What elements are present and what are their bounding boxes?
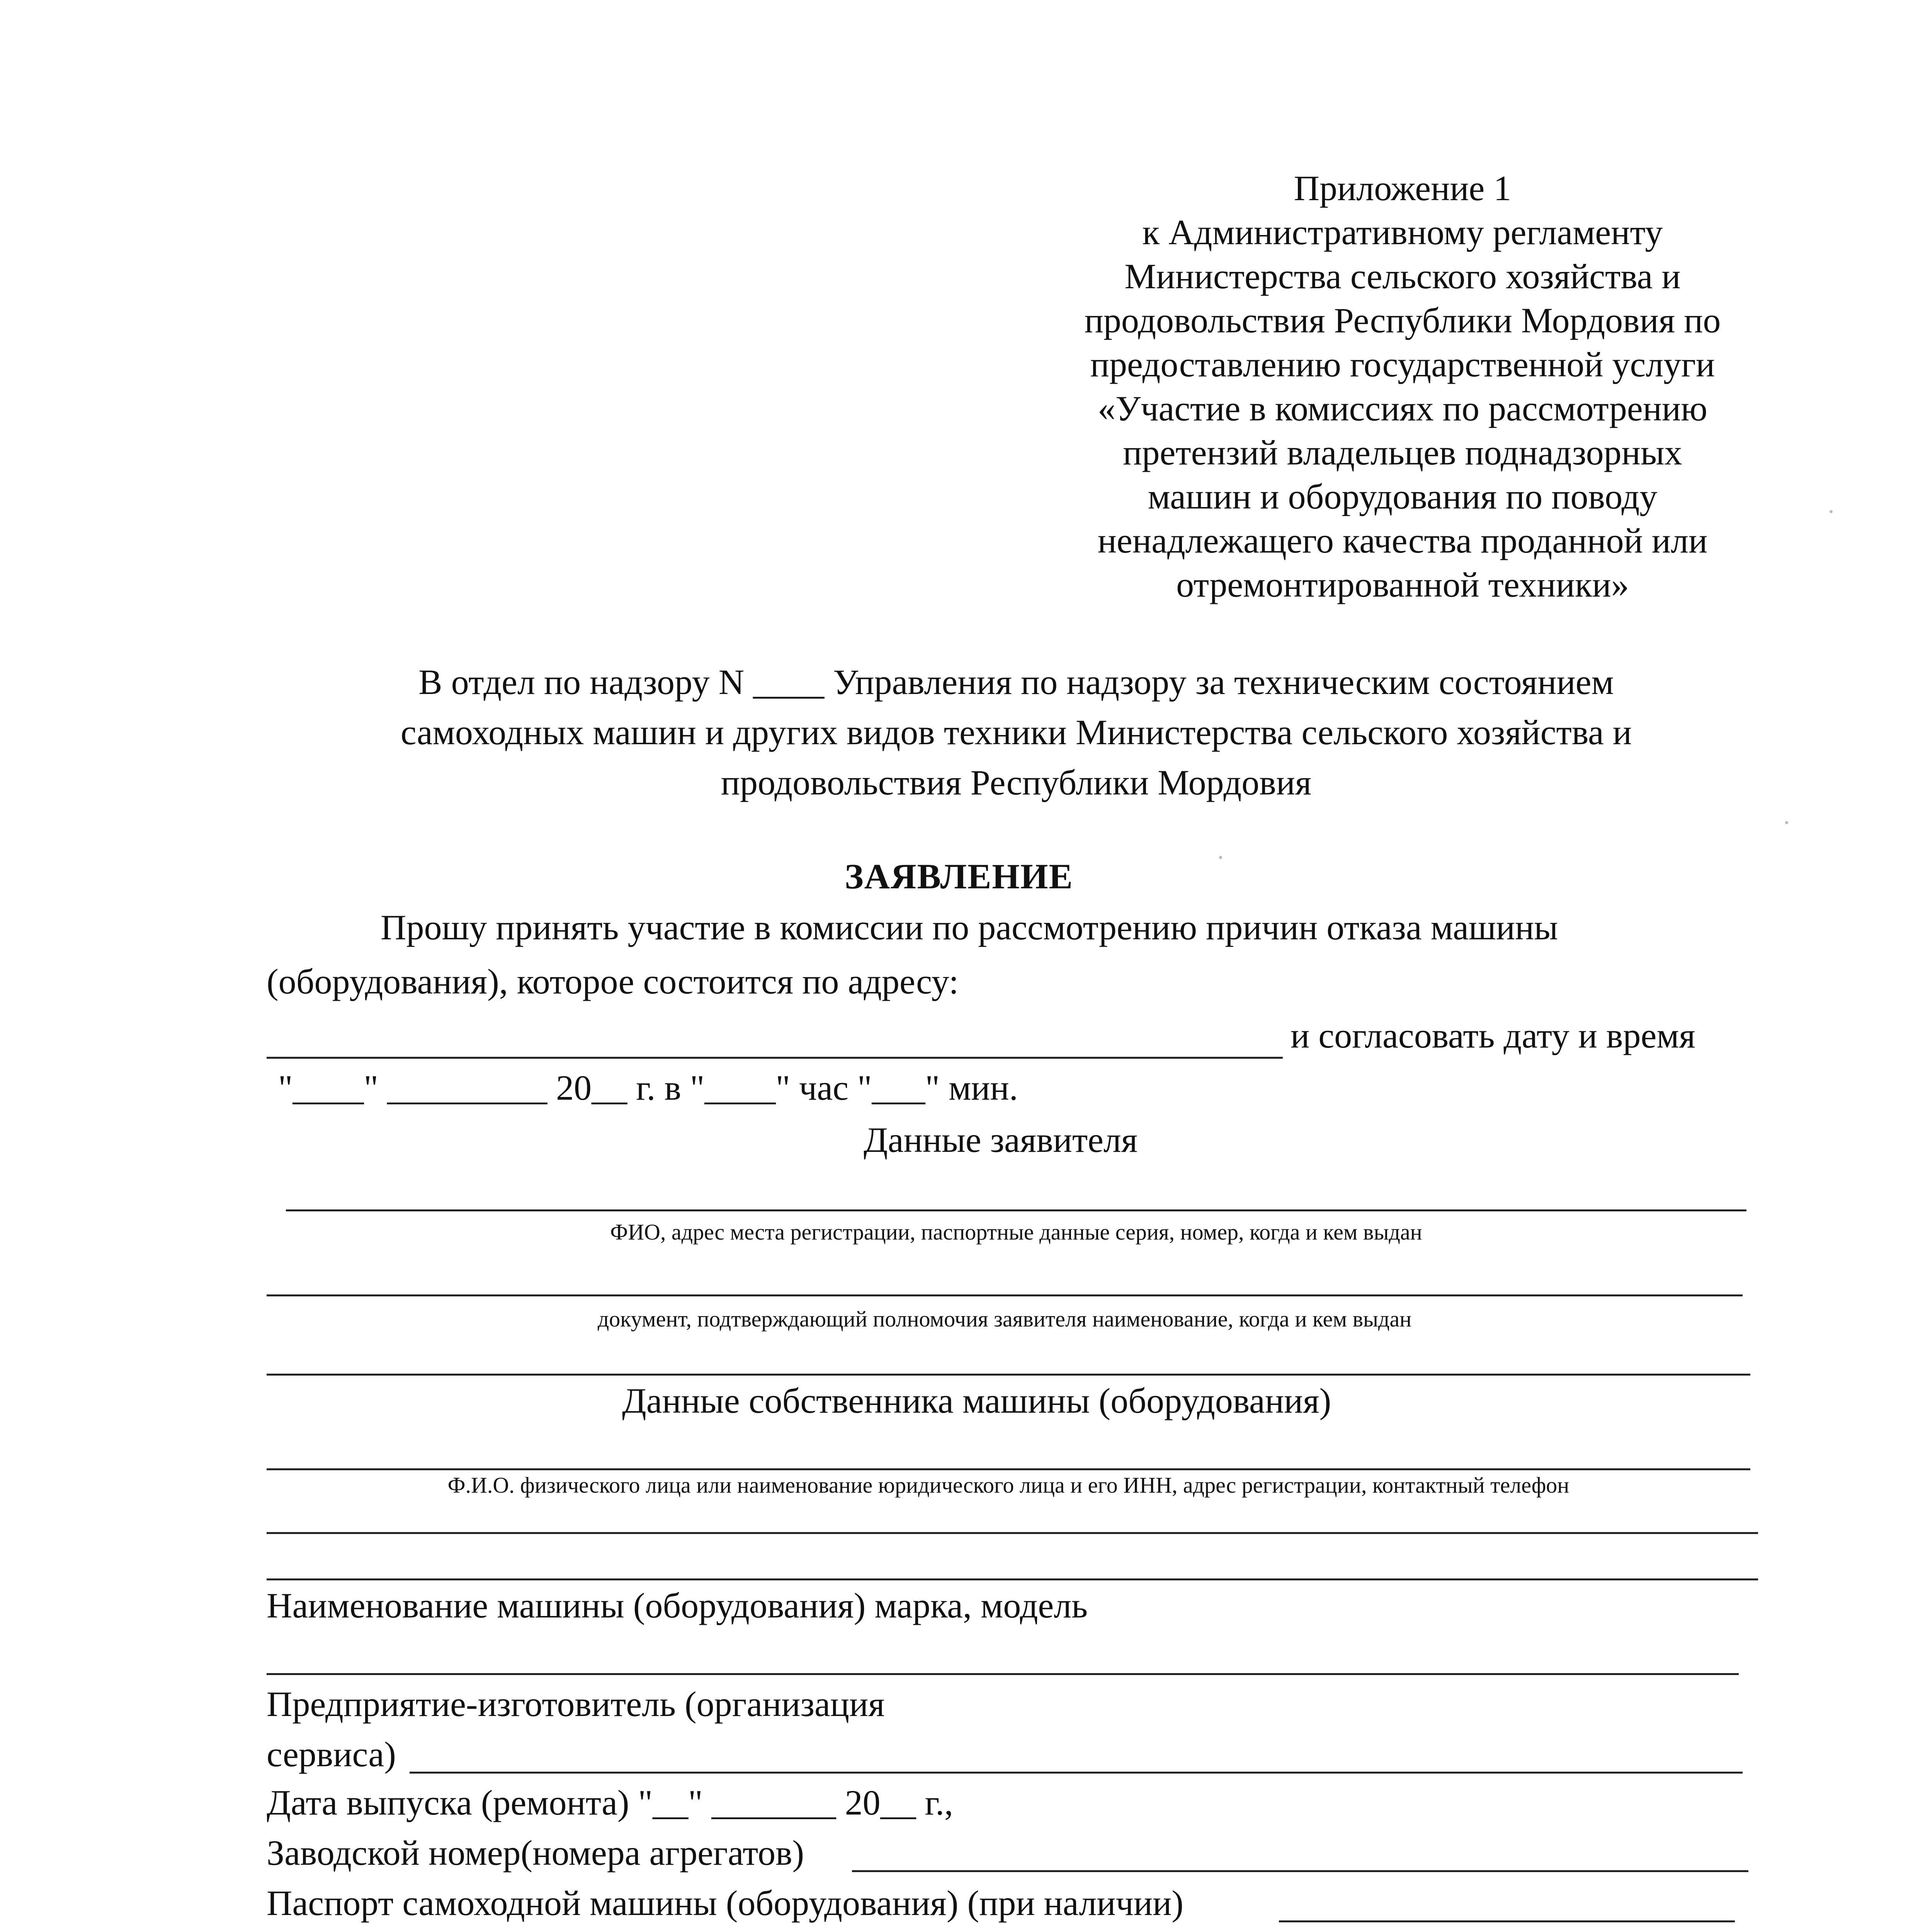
- appendix-header: [1051, 166, 1754, 607]
- manufacturer-label-line1: Предприятие-изготовитель (организация: [267, 1684, 885, 1724]
- appendix-line: претензий владельцев поднадзорных: [1123, 433, 1682, 472]
- serial-number-label: Заводской номер(номера агрегатов): [267, 1833, 804, 1872]
- machine-name-field[interactable]: [267, 1673, 1739, 1675]
- owner-field-3[interactable]: [267, 1578, 1758, 1580]
- applicant-field-1[interactable]: [286, 1209, 1746, 1211]
- date-time-line: "____" _________ 20__ г. в "____" час "___" мин.: [278, 1068, 1018, 1107]
- applicant-caption-2: документ, подтверждающий полномочия заявителя наименование, когда и кем выдан: [597, 1306, 1412, 1332]
- addressee-line: В отдел по надзору N ____ Управления по надзору за техническим состоянием: [418, 662, 1614, 702]
- appendix-line: машин и оборудования по поводу: [1148, 477, 1658, 516]
- addressee-line: самоходных машин и других видов техники Министерства сельского хозяйства и: [400, 713, 1632, 752]
- appendix-line: отремонтированной техники»: [1176, 565, 1629, 604]
- applicant-caption-1: ФИО, адрес места регистрации, паспортные данные серия, номер, когда и кем выдан: [610, 1219, 1422, 1245]
- applicant-heading: Данные заявителя: [864, 1120, 1138, 1160]
- registration-label: [267, 1930, 1203, 1932]
- applicant-field-3[interactable]: [267, 1374, 1750, 1376]
- form-title: ЗАЯВЛЕНИЕ: [845, 857, 1073, 896]
- request-text-line1: Прошу принять участие в комиссии по рассмотрению причин отказа машины: [381, 908, 1558, 947]
- addressee-line: продовольствия Республики Мордовия: [721, 763, 1312, 802]
- passport-field[interactable]: [1279, 1920, 1735, 1922]
- owner-heading: Данные собственника машины (оборудования): [622, 1381, 1331, 1420]
- appendix-line: «Участие в комиссиях по рассмотрению: [1098, 389, 1707, 428]
- agree-date-text: и согласовать дату и время: [1291, 1016, 1695, 1055]
- applicant-field-2[interactable]: [267, 1294, 1743, 1296]
- addressee-block: [270, 657, 1762, 808]
- appendix-line: Приложение 1: [1294, 168, 1512, 208]
- scan-speck: [1785, 821, 1788, 824]
- manufacturer-label-line2: сервиса): [267, 1735, 396, 1774]
- owner-field-1[interactable]: [267, 1468, 1750, 1470]
- appendix-line: ненадлежащего качества проданной или: [1097, 521, 1708, 560]
- appendix-line: к Административному регламенту: [1142, 213, 1663, 252]
- manufacturer-field[interactable]: [410, 1772, 1743, 1774]
- appendix-line: предоставлению государственной услуги: [1090, 345, 1715, 384]
- machine-name-label: Наименование машины (оборудования) марка, модель: [267, 1586, 1088, 1625]
- appendix-line: продовольствия Республики Мордовия по: [1084, 301, 1721, 340]
- scan-speck: [1219, 856, 1222, 859]
- serial-number-field[interactable]: [852, 1870, 1748, 1872]
- owner-caption: Ф.И.О. физического лица или наименование юридического лица и его ИНН, адрес регистрации, контактный телефон: [447, 1473, 1569, 1498]
- request-text-line2: (оборудования), которое состоится по адресу:: [267, 962, 959, 1001]
- release-date-line: Дата выпуска (ремонта) "__" _______ 20__ г.,: [267, 1783, 954, 1822]
- owner-field-2[interactable]: [267, 1532, 1758, 1534]
- scan-speck: [1830, 510, 1833, 513]
- passport-label: Паспорт самоходной машины (оборудования) (при наличии): [267, 1883, 1183, 1923]
- appendix-line: Министерства сельского хозяйства и: [1124, 257, 1681, 296]
- address-field[interactable]: [267, 1057, 1283, 1059]
